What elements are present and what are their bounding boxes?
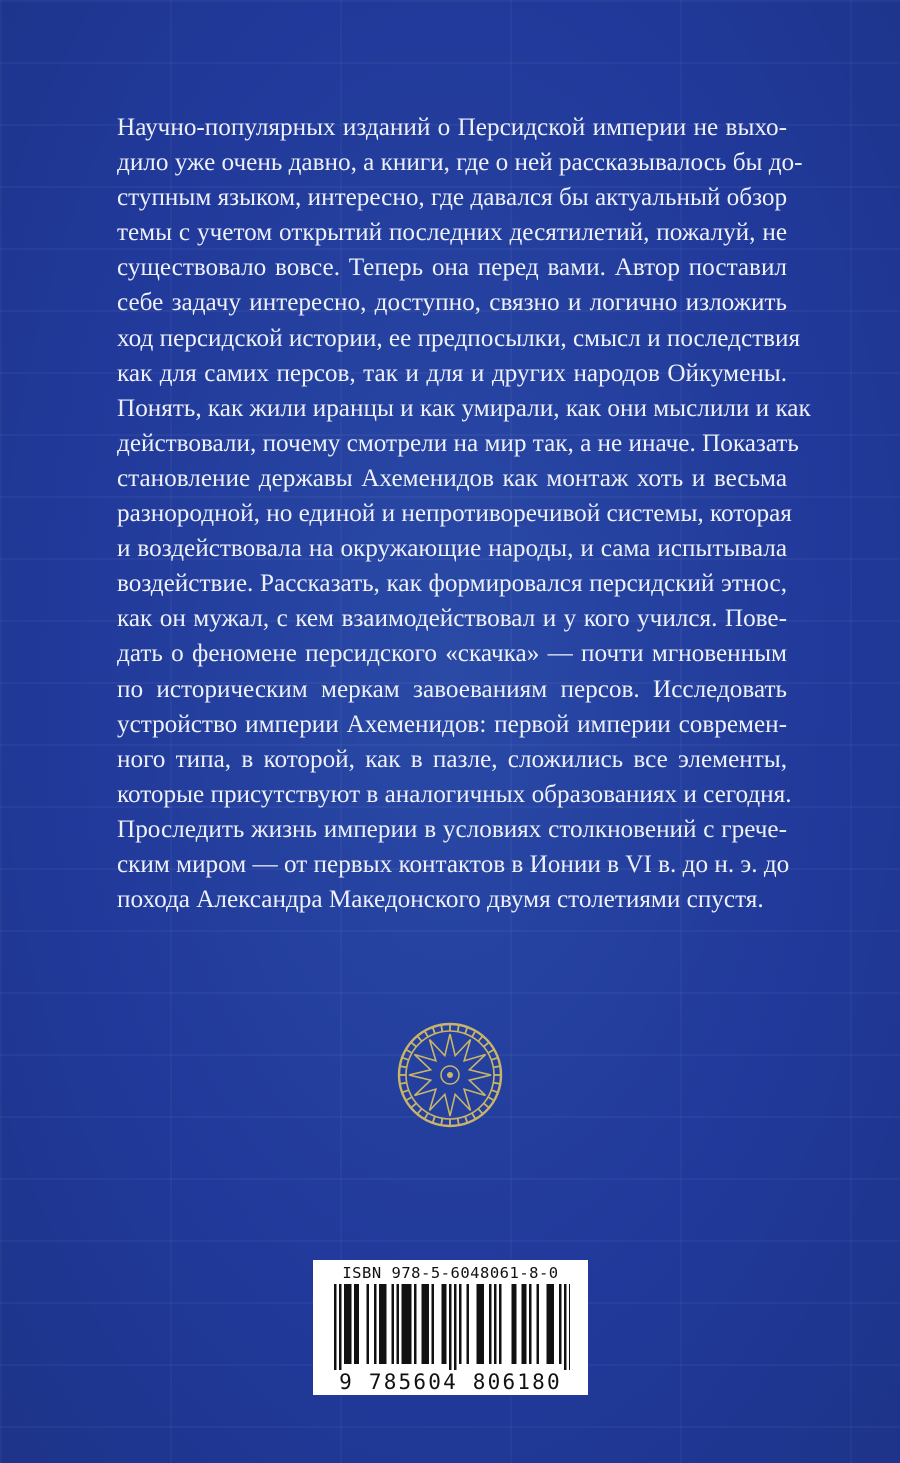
barcode-bar	[482, 1284, 485, 1364]
barcode-bar	[424, 1284, 427, 1364]
barcode-bar	[354, 1284, 357, 1364]
text-line: Научно-популярных изданий о Персидской империи не выхо-	[117, 114, 787, 141]
barcode-bar	[379, 1284, 382, 1364]
barcode-bar	[407, 1284, 410, 1364]
text-line: себе задачу интересно, доступно, связно и логично изложить	[117, 289, 787, 317]
barcode-bar	[547, 1284, 550, 1364]
barcode-bar	[432, 1284, 435, 1364]
text-line: как для самих персов, так и для и других народов Ойкумены.	[117, 359, 787, 387]
text-line: дило уже очень давно, а книги, где о ней рассказывалось бы до-	[117, 149, 803, 177]
barcode-bar	[347, 1284, 350, 1364]
text-line: дать о феномене персидского «скачка» — почти мгновенным	[117, 640, 787, 668]
text-line: по историческим меркам завоеваниям персов. Исследовать	[117, 675, 787, 703]
barcode-bar	[357, 1284, 360, 1364]
text-line: похода Александра Македонского двумя столетиями спустя.	[117, 886, 764, 914]
barcode-bar	[549, 1284, 552, 1364]
barcode-bar	[409, 1284, 412, 1364]
barcode-bar	[489, 1284, 492, 1364]
barcode-bar	[514, 1284, 517, 1364]
text-line: как он мужал, с кем взаимодействовал и у кого учился. Пове-	[117, 605, 787, 633]
barcode-bar	[569, 1284, 570, 1370]
barcode-bar	[397, 1284, 400, 1364]
barcode-bar	[422, 1284, 425, 1364]
barcode-bar	[479, 1284, 482, 1364]
text-line: ским миром — от первых контактов в Ионии в VI в. до н. э. до	[117, 850, 790, 878]
barcode-bar	[442, 1284, 445, 1364]
text-line: ного типа, в которой, как в пазле, сложились все элементы,	[117, 745, 787, 773]
barcode-bar	[494, 1284, 497, 1364]
text-line: Проследить жизнь империи в условиях столкновений с грече-	[117, 815, 787, 843]
text-line: которые присутствуют в аналогичных образованиях и сегодня.	[117, 780, 792, 808]
isbn-label: ISBN 978-5-6048061-8-0	[342, 1264, 559, 1282]
barcode-bar	[454, 1284, 457, 1370]
barcode-bar	[402, 1284, 405, 1364]
barcode-bar	[414, 1284, 417, 1364]
text-line: действовали, почему смотрели на мир так, а не иначе. Показать	[117, 429, 799, 457]
text-line: темы с учетом открытий последних десятилетий, пожалуй, не	[117, 219, 787, 247]
barcode-bars	[331, 1284, 570, 1370]
barcode-bar	[382, 1284, 385, 1364]
barcode-bar	[334, 1284, 337, 1370]
annotation-text	[117, 110, 811, 917]
barcode-bar	[559, 1284, 562, 1364]
text-line: ступным языком, интересно, где давался бы актуальный обзор	[117, 184, 788, 212]
barcode-bar	[404, 1284, 407, 1364]
star-seal-icon	[395, 1020, 505, 1130]
text-line: устройство империи Ахеменидов: первой империи современ-	[117, 710, 787, 738]
barcode-bar	[459, 1284, 462, 1364]
barcode-digits: 9 785604 806180	[339, 1370, 562, 1394]
barcode-bar	[449, 1284, 452, 1370]
barcode-bar	[384, 1284, 387, 1364]
barcode-bar	[367, 1284, 370, 1364]
barcode-bar	[427, 1284, 430, 1364]
barcode-bar	[344, 1284, 347, 1364]
barcode-bar	[477, 1284, 480, 1364]
barcode-bar	[552, 1284, 555, 1364]
text-line: воздействие. Рассказать, как формировался персидский этнос,	[117, 570, 787, 598]
barcode-bar	[444, 1284, 447, 1364]
barcode-bar	[537, 1284, 540, 1364]
barcode-bar	[564, 1284, 567, 1370]
barcode-bar	[524, 1284, 527, 1364]
barcode-bar	[349, 1284, 352, 1364]
barcode-bar	[499, 1284, 502, 1364]
barcode	[313, 1260, 588, 1395]
text-line: становление державы Ахеменидов как монтаж хоть и весьма	[117, 464, 787, 492]
barcode-bar	[339, 1284, 342, 1370]
text-line: разнородной, но единой и непротиворечивой системы, которая	[117, 500, 792, 528]
barcode-bar	[374, 1284, 377, 1364]
text-line: Понять, как жили иранцы и как умирали, как они мыслили и как	[117, 394, 811, 422]
barcode-bar	[467, 1284, 470, 1364]
text-line: ход персидской истории, ее предпосылки, смысл и последствия	[117, 324, 801, 352]
barcode-bar	[512, 1284, 515, 1364]
barcode-bar	[392, 1284, 395, 1364]
barcode-bar	[529, 1284, 532, 1364]
text-line: существовало вовсе. Теперь она перед вами. Автор поставил	[117, 254, 787, 282]
text-line: и воздействовала на окружающие народы, и сама испытывала	[117, 535, 787, 563]
barcode-bar	[522, 1284, 525, 1364]
